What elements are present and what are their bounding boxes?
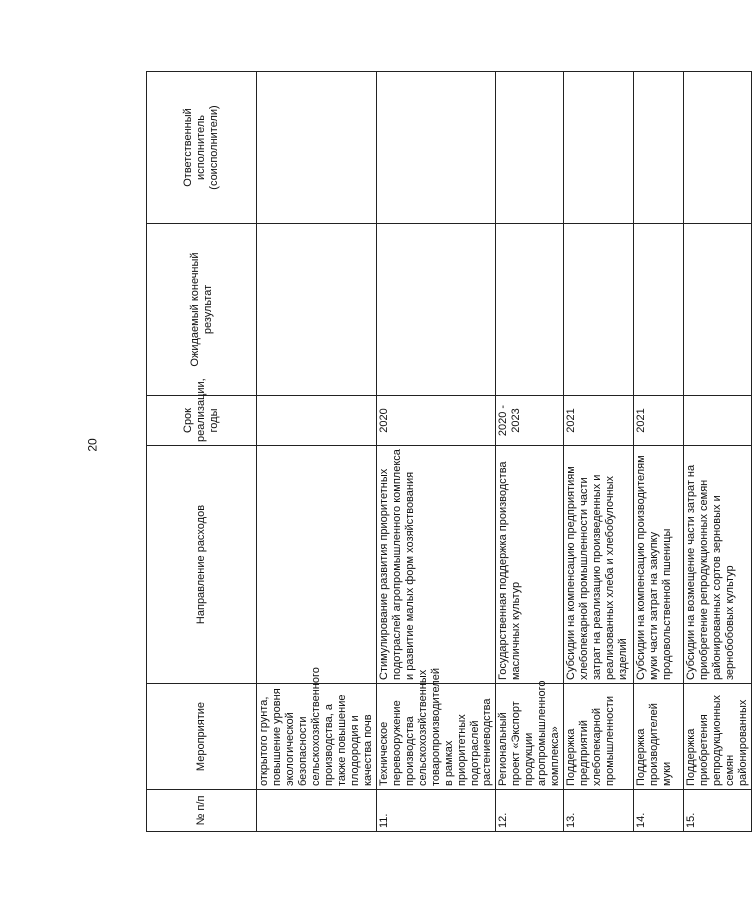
cell-num: 12.	[496, 790, 564, 832]
header-direction: Направление расходов	[147, 446, 257, 684]
cell-executor	[564, 72, 634, 224]
table-row	[496, 72, 564, 832]
cell-result	[257, 224, 377, 396]
table-header-row	[147, 72, 257, 832]
measures-table	[146, 71, 752, 832]
cell-executor	[376, 72, 496, 224]
table-row	[634, 72, 684, 832]
cell-executor	[684, 72, 752, 224]
cell-num: 15.	[684, 790, 752, 832]
cell-direction: Субсидии на возмещение части затрат на приобретение репродукционных семян районированных сортов зерновых и зернобобовых культур	[684, 446, 752, 684]
cell-direction: Субсидии на компенсацию производителям муки части затрат на закупку продовольственной пшеницы	[634, 446, 684, 684]
cell-result	[684, 224, 752, 396]
header-term: Срок реализации, годы	[147, 396, 257, 446]
rotated-table-container	[146, 72, 750, 832]
cell-executor	[634, 72, 684, 224]
cell-direction	[257, 446, 377, 684]
cell-result	[634, 224, 684, 396]
cell-result	[564, 224, 634, 396]
cell-measure: Региональный проект «Экспорт продукции агропромышленного комплекса»	[496, 684, 564, 790]
header-num: № п/п	[147, 790, 257, 832]
cell-result	[376, 224, 496, 396]
cell-executor	[496, 72, 564, 224]
cell-num: 14.	[634, 790, 684, 832]
header-executor: Ответственный исполнитель (соисполнители)	[147, 72, 257, 224]
cell-num	[257, 790, 377, 832]
table-row	[257, 72, 377, 832]
cell-measure: Техническое перевооружение производства сельскохозяйственных товаропроизводителей в рамках приоритетных подотраслей растениеводства	[376, 684, 496, 790]
cell-measure: открытого грунта, повышение уровня экологической безопасности сельскохозяйственного производства, а также повышение плодородия и качества почв	[257, 684, 377, 790]
cell-term: 2021	[634, 396, 684, 446]
cell-term	[257, 396, 377, 446]
cell-executor	[257, 72, 377, 224]
table-row	[684, 72, 752, 832]
cell-term	[684, 396, 752, 446]
page-number: 20	[85, 438, 100, 452]
cell-num: 13.	[564, 790, 634, 832]
cell-direction: Субсидии на компенсацию предприятиям хлебопекарной промышленности части затрат на реализацию произведенных и реализованных хлеба и хлебобулочных изделий	[564, 446, 634, 684]
cell-num: 11.	[376, 790, 496, 832]
cell-direction: Государственная поддержка производства масличных культур	[496, 446, 564, 684]
cell-term: 2020	[376, 396, 496, 446]
cell-measure: Поддержка производителей муки	[634, 684, 684, 790]
cell-measure: Поддержка предприятий хлебопекарной промышленности	[564, 684, 634, 790]
header-measure: Мероприятие	[147, 684, 257, 790]
table-row	[376, 72, 496, 832]
cell-term: 2021	[564, 396, 634, 446]
cell-direction: Стимулирование развития приоритетных подотраслей агропромышленного комплекса и развитие малых форм хозяйствования	[376, 446, 496, 684]
cell-measure: Поддержка приобретения репродукционных семян районированных	[684, 684, 752, 790]
cell-result	[496, 224, 564, 396]
table-row	[564, 72, 634, 832]
cell-term: 2020 - 2023	[496, 396, 564, 446]
header-result: Ожидаемый конечный результат	[147, 224, 257, 396]
